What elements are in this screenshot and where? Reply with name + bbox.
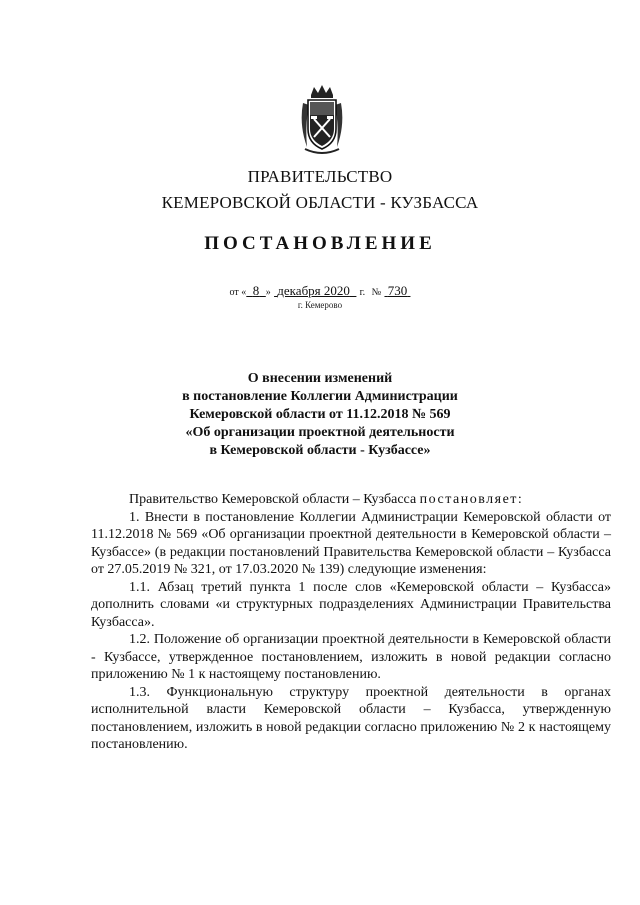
date-from-label: от « xyxy=(229,287,247,298)
date-day: 8 xyxy=(252,283,260,298)
coat-of-arms-emblem xyxy=(297,85,347,157)
city-label: г. Кемерово xyxy=(297,300,343,310)
paragraph-1-3: 1.3. Функциональную структуру проектной деятельности в органах исполнительной власти Кемеровской области – Кузбасса, утвержденную постановлением, изложить в новой редакции согласно приложению № 2 к настоящему постановлению. xyxy=(91,684,611,752)
title-line: О внесении изменений xyxy=(247,371,393,386)
paragraph-1: 1. Внести в постановление Коллегии Администрации Кемеровской области от 11.12.2018 № 569 «Об организации проектной деятельности в Кемеровской области – Кузбассе» (в редакции постановлений Правительства Кемеровской области – Кузбасса от 27.05.2019 № 321, от 17.03.2020 № 139) следующие изменения: xyxy=(91,509,611,577)
title-line: Кемеровской области от 11.12.2018 № 569 xyxy=(189,407,451,422)
title-line: «Об организации проектной деятельности xyxy=(185,425,455,440)
intro-paragraph: Правительство Кемеровской области – Кузбасса постановляет: xyxy=(129,492,524,507)
date-year-suffix: г. xyxy=(359,287,366,298)
document-number: 730 xyxy=(387,283,408,298)
number-label: № xyxy=(371,287,382,298)
paragraph-1-1: 1.1. Абзац третий пункта 1 после слов «Кемеровской области – Кузбасса» дополнить словами «и структурных подразделениях Администрации Правительства Кузбасса». xyxy=(91,579,611,630)
title-line: в Кемеровской области - Кузбассе» xyxy=(209,443,431,458)
date-quote-close: » xyxy=(265,287,271,298)
paragraph-1-2: 1.2. Положение об организации проектной деятельности в Кемеровской области - Кузбассе, утвержденное постановлением, изложить в новой редакции согласно приложению № 1 к настоящему постановлению. xyxy=(91,632,611,682)
government-name-line2: КЕМЕРОВСКОЙ ОБЛАСТИ - КУЗБАССА xyxy=(161,193,479,212)
document-title xyxy=(0,370,640,460)
date-month-year: декабря 2020 xyxy=(277,283,350,298)
date-number-line xyxy=(0,283,640,299)
title-line: в постановление Коллегии Администрации xyxy=(182,389,458,404)
document-type-heading: ПОСТАНОВЛЕНИЕ xyxy=(204,233,436,254)
document-body xyxy=(91,491,611,754)
government-name-line1: ПРАВИТЕЛЬСТВО xyxy=(247,167,393,186)
